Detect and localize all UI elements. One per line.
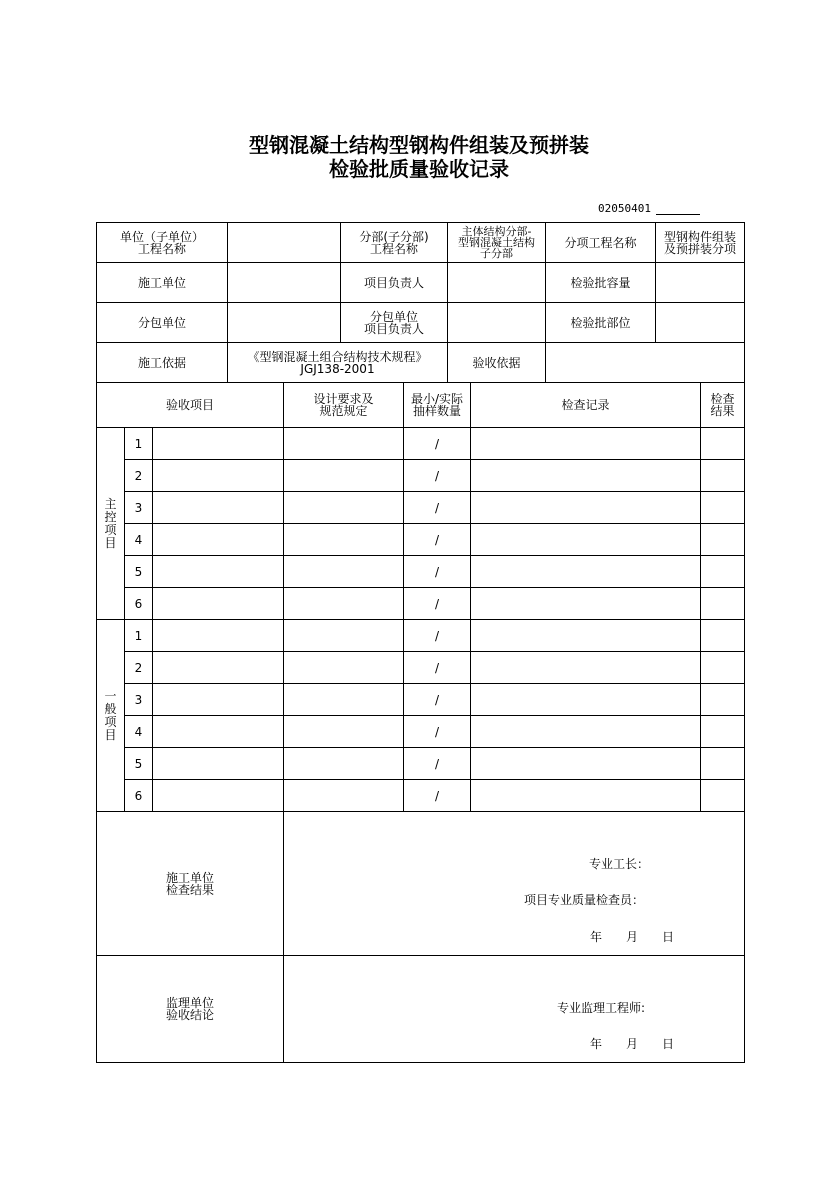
- record-cell[interactable]: [471, 460, 701, 492]
- division-name-value: 主体结构分部- 型钢混凝土结构 子分部: [448, 223, 546, 263]
- division-name-label: 分部(子分部) 工程名称: [341, 223, 448, 263]
- item-cell[interactable]: [153, 780, 284, 812]
- sub-pm-field[interactable]: [448, 303, 546, 343]
- result-cell[interactable]: [701, 556, 745, 588]
- design-cell[interactable]: [284, 492, 404, 524]
- design-cell[interactable]: [284, 620, 404, 652]
- supervision-date-label: 年 月 日: [590, 1037, 675, 1051]
- sample-cell[interactable]: /: [404, 524, 471, 556]
- row-number: 6: [125, 588, 153, 620]
- result-cell[interactable]: [701, 652, 745, 684]
- unit-name-field[interactable]: [228, 223, 341, 263]
- result-cell[interactable]: [701, 620, 745, 652]
- design-cell[interactable]: [284, 556, 404, 588]
- acceptance-basis-field[interactable]: [546, 343, 745, 383]
- item-cell[interactable]: [153, 652, 284, 684]
- design-cell[interactable]: [284, 652, 404, 684]
- result-cell[interactable]: [701, 428, 745, 460]
- sub-pm-label: 分包单位 项目负责人: [341, 303, 448, 343]
- general-items-label: 一般项目: [97, 620, 125, 812]
- sample-cell[interactable]: /: [404, 428, 471, 460]
- design-cell[interactable]: [284, 460, 404, 492]
- sample-cell[interactable]: /: [404, 620, 471, 652]
- row-number: 1: [125, 428, 153, 460]
- record-cell[interactable]: [471, 716, 701, 748]
- batch-capacity-label: 检验批容量: [546, 263, 656, 303]
- foreman-label: 专业工长：: [589, 857, 650, 871]
- design-cell[interactable]: [284, 588, 404, 620]
- col-header-item: 验收项目: [97, 383, 284, 428]
- quality-inspector-label: 项目专业质量检查员：: [524, 893, 645, 907]
- item-cell[interactable]: [153, 620, 284, 652]
- sample-cell[interactable]: /: [404, 748, 471, 780]
- design-cell[interactable]: [284, 780, 404, 812]
- result-cell[interactable]: [701, 716, 745, 748]
- design-cell[interactable]: [284, 524, 404, 556]
- project-manager-label: 项目负责人: [341, 263, 448, 303]
- row-number: 2: [125, 460, 153, 492]
- form-code: 02050401: [598, 202, 651, 215]
- item-cell[interactable]: [153, 524, 284, 556]
- item-cell[interactable]: [153, 428, 284, 460]
- form-title-line-2: 检验批质量验收记录: [329, 157, 509, 181]
- subcontractor-label: 分包单位: [97, 303, 228, 343]
- result-cell[interactable]: [701, 588, 745, 620]
- inspection-table: [96, 382, 745, 1063]
- construction-check-label: 施工单位 检查结果: [97, 812, 284, 956]
- design-cell[interactable]: [284, 428, 404, 460]
- col-header-design: 设计要求及 规范规定: [284, 383, 404, 428]
- sample-cell[interactable]: /: [404, 780, 471, 812]
- record-cell[interactable]: [471, 556, 701, 588]
- project-manager-field[interactable]: [448, 263, 546, 303]
- item-cell[interactable]: [153, 556, 284, 588]
- batch-location-field[interactable]: [656, 303, 745, 343]
- sample-cell[interactable]: /: [404, 588, 471, 620]
- construction-basis-label: 施工依据: [97, 343, 228, 383]
- sample-cell[interactable]: /: [404, 492, 471, 524]
- item-cell[interactable]: [153, 684, 284, 716]
- item-cell[interactable]: [153, 460, 284, 492]
- form-code-underline: [656, 214, 700, 215]
- row-number: 5: [125, 748, 153, 780]
- row-number: 6: [125, 780, 153, 812]
- contractor-field[interactable]: [228, 263, 341, 303]
- row-number: 1: [125, 620, 153, 652]
- record-cell[interactable]: [471, 748, 701, 780]
- sample-cell[interactable]: /: [404, 556, 471, 588]
- record-cell[interactable]: [471, 428, 701, 460]
- record-cell[interactable]: [471, 588, 701, 620]
- record-cell[interactable]: [471, 492, 701, 524]
- supervision-label: 监理单位 验收结论: [97, 956, 284, 1063]
- record-cell[interactable]: [471, 620, 701, 652]
- sample-cell[interactable]: /: [404, 716, 471, 748]
- col-header-record: 检查记录: [471, 383, 701, 428]
- item-cell[interactable]: [153, 716, 284, 748]
- row-number: 4: [125, 716, 153, 748]
- construction-basis-value: 《型钢混凝土组合结构技术规程》 JGJ138-2001: [228, 343, 448, 383]
- col-header-sample: 最小/实际 抽样数量: [404, 383, 471, 428]
- record-cell[interactable]: [471, 652, 701, 684]
- sample-cell[interactable]: /: [404, 652, 471, 684]
- subitem-name-value: 型钢构件组装 及预拼装分项: [656, 223, 745, 263]
- item-cell[interactable]: [153, 492, 284, 524]
- result-cell[interactable]: [701, 684, 745, 716]
- result-cell[interactable]: [701, 492, 745, 524]
- subcontractor-field[interactable]: [228, 303, 341, 343]
- record-cell[interactable]: [471, 684, 701, 716]
- construction-check-area[interactable]: [284, 812, 745, 956]
- sample-cell[interactable]: /: [404, 684, 471, 716]
- design-cell[interactable]: [284, 684, 404, 716]
- batch-capacity-field[interactable]: [656, 263, 745, 303]
- supervision-area[interactable]: [284, 956, 745, 1063]
- supervision-engineer-label: 专业监理工程师:: [557, 1001, 646, 1015]
- row-number: 3: [125, 492, 153, 524]
- record-cell[interactable]: [471, 524, 701, 556]
- design-cell[interactable]: [284, 748, 404, 780]
- result-cell[interactable]: [701, 524, 745, 556]
- record-cell[interactable]: [471, 780, 701, 812]
- row-number: 4: [125, 524, 153, 556]
- form-title-line-1: 型钢混凝土结构型钢构件组装及预拼装: [249, 133, 589, 157]
- main-control-label: 主控项目: [97, 428, 125, 620]
- sample-cell[interactable]: /: [404, 460, 471, 492]
- header-info-table: [96, 222, 745, 383]
- col-header-result: 检查 结果: [701, 383, 745, 428]
- row-number: 5: [125, 556, 153, 588]
- subitem-name-label: 分项工程名称: [546, 223, 656, 263]
- batch-location-label: 检验批部位: [546, 303, 656, 343]
- result-cell[interactable]: [701, 748, 745, 780]
- result-cell[interactable]: [701, 780, 745, 812]
- acceptance-basis-label: 验收依据: [448, 343, 546, 383]
- result-cell[interactable]: [701, 460, 745, 492]
- item-cell[interactable]: [153, 748, 284, 780]
- row-number: 3: [125, 684, 153, 716]
- unit-name-label: 单位（子单位） 工程名称: [97, 223, 228, 263]
- row-number: 2: [125, 652, 153, 684]
- construction-date-label: 年 月 日: [590, 930, 675, 944]
- design-cell[interactable]: [284, 716, 404, 748]
- item-cell[interactable]: [153, 588, 284, 620]
- contractor-label: 施工单位: [97, 263, 228, 303]
